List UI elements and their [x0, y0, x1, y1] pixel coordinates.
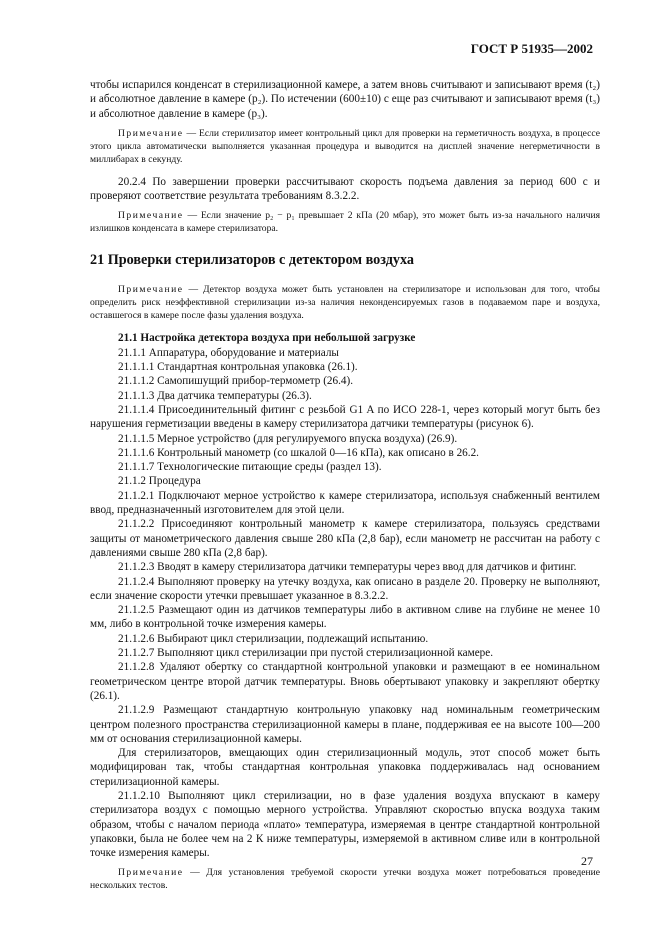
clause-21-1-2-8: 21.1.2.8 Удаляют обертку со стандартной контрольной упаковки и размещают в ее номинальном геометрическом центре второй датчик температуры. Вновь обертывают упаковку и закрепляют обертку (26.1).	[90, 661, 600, 702]
clause-21-1-2-9: 21.1.2.9 Размещают стандартную контрольную упаковку над номинальным геометрическим центром полезного пространства стерилизационной камеры в плане, поддерживая ее на высоте 100—200 мм от основания стерилизационной камеры.	[90, 704, 600, 745]
clause-21-1-2-6: 21.1.2.6 Выбирают цикл стерилизации, подлежащий испытанию.	[118, 632, 429, 645]
paragraph-20-2-4: 20.2.4 По завершении проверки рассчитывают скорость подъема давления за период 600 с и проверяют соответствие результата требованиям 8.3.2.2.	[90, 175, 600, 203]
clause-21-1-2-7: 21.1.2.7 Выполняют цикл стерилизации при пустой стерилизационной камере.	[118, 647, 494, 660]
note-text: — Детектор воздуха может быть установлен на стерилизаторе и использован для того, чтобы определить риск неэффективной стерилизации из-за наличия неконденсируемых газов в подаваемом паре и воздуха, оставшегося в камере после фазы удаления воздуха.	[90, 284, 600, 322]
paragraph-continuation: чтобы испарился конденсат в стерилизационной камере, а затем вновь считывают и записывают время (t₂) и абсолютное давление в камере (p₂). По истечении (600±10) с еще раз считывают и записывают время (t₃) и абсолютное давление в камере (p₃).	[90, 79, 600, 120]
note-air-detector	[90, 283, 600, 322]
clause-21-1-1-2: 21.1.1.2 Самопишущий прибор-термометр (26.4).	[118, 375, 354, 388]
note-label: Примечание	[118, 867, 184, 879]
clause-21-1-2-10: 21.1.2.10 Выполняют цикл стерилизации, но в фазе удаления воздуха впускают в камеру стерилизатора воздух с помощью мерного устройства. Управляют скоростью впуска воздуха таким образом, чтобы с началом периода «плато» температура, измеряемая в центре стандартной контрольной упаковки, была не более чем на 2 К ниже температуры, измеряемой в активном сливе или в контрольной точке измерения камеры.	[90, 789, 600, 860]
note-label: Примечание	[118, 210, 184, 222]
clause-21-1-1-7: 21.1.1.7 Технологические питающие среды (раздел 13).	[118, 461, 382, 474]
note-label: Примечание	[118, 284, 184, 296]
note-text: — Для установления требуемой скорости утечки воздуха может потребоваться проведение нескольких тестов.	[90, 867, 600, 892]
clause-21-1-2-3: 21.1.2.3 Вводят в камеру стерилизатора датчики температуры через ввод для датчиков и фитинг.	[118, 561, 577, 574]
clause-21-1-2-4: 21.1.2.4 Выполняют проверку на утечку воздуха, как описано в разделе 20. Проверку не выполняют, если значение скорости утечки превышает указанное в 8.3.2.2.	[90, 575, 600, 602]
page-content	[90, 78, 600, 892]
clause-21-1-1: 21.1.1 Аппаратура, оборудование и материалы	[118, 346, 339, 359]
page-number: 27	[581, 854, 593, 868]
clause-21-1-1-6: 21.1.1.6 Контрольный манометр (со шкалой 0—16 кПа), как описано в 26.2.	[118, 446, 479, 459]
clause-21-1-2: 21.1.2 Процедура	[118, 475, 201, 488]
clause-21-1-2-1: 21.1.2.1 Подключают мерное устройство к камере стерилизатора, используя снабженный вентилем ввод, предназначенный изготовителем для этой цели.	[90, 489, 600, 517]
note-text: — Если значение p₂ − p₁ превышает 2 кПа (20 мбар), это может быть из-за начального наличия излишков конденсата в камере стерилизатора.	[90, 210, 600, 235]
clause-21-1-1-3: 21.1.1.3 Два датчика температуры (26.3).	[118, 389, 312, 402]
clause-21-1-2-9-addendum: Для стерилизаторов, вмещающих один стерилизационный модуль, этот способ может быть модифицирован так, чтобы стандартная контрольная упаковка поддерживалась над основанием стерилизационной камеры.	[90, 747, 600, 788]
document-header: ГОСТ Р 51935—2002	[470, 41, 593, 56]
note-leak-rate	[90, 866, 600, 892]
note-checkcycle	[90, 127, 600, 166]
clause-21-1-1-1: 21.1.1.1 Стандартная контрольная упаковка (26.1).	[118, 361, 358, 374]
subsection-title-21-1: 21.1 Настройка детектора воздуха при небольшой загрузке	[118, 332, 416, 345]
note-pressure	[90, 209, 600, 235]
clause-21-1-1-5: 21.1.1.5 Мерное устройство (для регулируемого впуска воздуха) (26.9).	[118, 432, 458, 445]
clause-21-1-2-2: 21.1.2.2 Присоединяют контрольный манометр к камере стерилизатора, пользуясь средствами защиты от манометрического давления свыше 280 кПа (2,8 бар), если манометр не рассчитан на работу с давлениями свыше 280 кПа (2,8 бар).	[90, 518, 600, 559]
note-text: — Если стерилизатор имеет контрольный цикл для проверки на герметичность воздуха, в процессе этого цикла автоматически выполняется указанная процедура и выводится на дисплей значение негерметичности в миллибарах в секунду.	[90, 127, 600, 165]
clause-21-1-1-4: 21.1.1.4 Присоединительный фитинг с резьбой G1 A по ИСО 228-1, через который могут быть без нарушения герметизации введены в камеру стерилизатора датчики температуры (рисунок 6).	[90, 403, 600, 431]
section-title-21: 21 Проверки стерилизаторов с детектором воздуха	[90, 252, 414, 269]
note-label: Примечание	[118, 127, 184, 139]
clause-21-1-2-5: 21.1.2.5 Размещают один из датчиков температуры либо в активном сливе на глубине не менее 10 мм, либо в контрольной точке измерения камеры.	[90, 604, 600, 631]
